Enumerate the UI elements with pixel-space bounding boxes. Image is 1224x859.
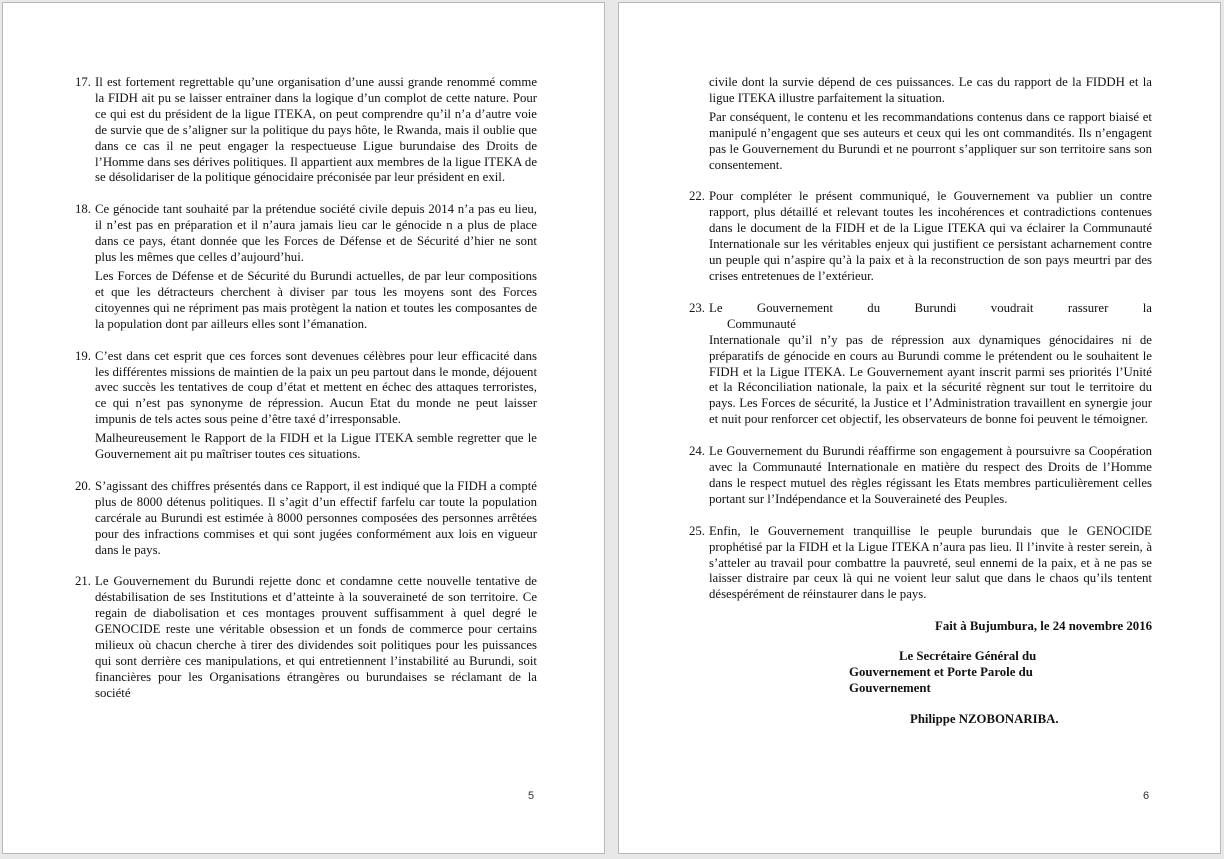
paragraph-17 [75,75,537,186]
signatory-title [849,649,1089,697]
paragraph-text: Ce génocide tant souhaité par la prétendue société civile depuis 2014 n’a pas eu lieu, il n’est pas en préparation et il n’aura jamais lieu car le génocide n a plus de place dans ce pays, étant donnée que les Forces de Défense et de Sécurité d’hier ne sont plus les mêmes que celles d’aujourd’hui. [95,202,537,265]
document-page-6 [618,2,1221,854]
paragraph-18 [75,202,537,332]
heading-word: rassurer [1067,300,1109,315]
paragraph-text: Pour compléter le présent communiqué, le Gouvernement va publier un contre rapport, plus détaillé et relevant toutes les incohérences et contradictions contenues dans le document de la FIDH et de la Ligue ITEKA qui va éclairer la Communauté Internationale sur les véritables enjeux qui justifient ce persistant acharnement contre un peuple qui n’aspire qu’à la paix et à la reconstruction de son pays meurtri par des crises entretenues de l’extérieur. [709,189,1152,283]
paragraph-number: 23. [689,300,705,315]
heading-word: Gouvernement [756,300,833,315]
page-number: 5 [528,790,535,802]
paragraph-text: C’est dans cet esprit que ces forces sont devenues célèbres pour leur efficacité dans les différentes missions de maintien de la paix un peu partout dans le monde, déjouent avec succès les tentatives de coup d’état et mettent en échec des attaques terroristes, ce qui n’est pas synonyme de répression. Aucun Etat du monde ne peut laisser impunis de tels actes sous peine d’être taxé d’irresponsable. [95,348,537,427]
paragraph-number: 17. [75,75,91,89]
heading-word: la [1142,300,1152,315]
heading-word: du [867,300,881,315]
heading-word: Communauté [727,316,796,331]
paragraph-19 [75,349,537,463]
paragraph-text: Il est fortement regrettable qu’une organisation d’une aussi grande renommé comme la FIDH ait pu se laisser entrainer dans la logique d’un complot de cette nature. Pour ce qui est du président de la ligue ITEKA, on peut comprendre qu’il n’a d’autre voie de survie que de s’aligner sur la politique du pays hôte, le Rwanda, mais il oublie que dans ce cas il ne peut engager la respectueuse Ligue burundaise des Droits de l’Homme dans ses dérives politiques. Il appartient aux membres de la ligue ITEKA de se désolidariser de la politique génocidaire préconisée par leur président en exil. [95,75,537,185]
paragraph-number: 18. [75,202,91,217]
paragraph-text: Enfin, le Gouvernement tranquillise le peuple burundais que le GENOCIDE prophétisé par la FIDH et la Ligue ITEKA n’aura pas lieu. Il l’invite à rester serein, à s’atteler au travail pour combattre la pauvreté, seul ennemi de la paix, et à ne pas se laisser distraire par ceux là qui ne voient leur salut que dans le chaos qu’ils tentent désespérément de réinstaurer dans le pays. [709,523,1152,602]
paragraph-text: Le Gouvernement du Burundi réaffirme son engagement à poursuivre sa Coopération avec la Communauté Internationale en matière du respect des Droits de l’Homme dans le respect mutuel des règles régissant les Etats membres particulièrement celles portant sur l’Indépendance et la Souveraineté des Peuples. [709,444,1152,506]
paragraph-24 [689,444,1152,508]
signatory-name: Philippe NZOBONARIBA. [910,711,1059,726]
signatory-title-line: Le Secrétaire Général du [899,649,1037,664]
paragraph-number: 21. [75,574,91,589]
paragraph-number: 22. [689,189,705,204]
paragraph-22 [689,189,1152,284]
paragraph-text: Internationale qu’il n’y pas de répression aux dynamiques génocidaires ni de préparatifs de génocide en cours au Burundi comme le prétendent ou le souhaitent le FIDH et la Ligue ITEKA. Le Gouvernement ayant inscrit parmi ses priorités l’Unité et la Réconciliation nationale, la paix et la sécurité règnent sur tout le territoire du pays. Les Forces de sécurité, la Justice et l’Administration travaillent en synergie jour et nuit pour renforcer cet objectif, les observateurs de bonne foi peuvent le témoigner. [709,332,1152,427]
paragraph-text: Le Gouvernement du Burundi rejette donc et condamne cette nouvelle tentative de déstabilisation de ses Institutions et d’atteinte à la souveraineté de son territoire. Ce regain de diabolisation et ces montages prouvent suffisamment à quel degré le GENOCIDE reste une véritable obsession et un fonds de commerce pour certains milieux où chacun cherche à tirer des dividendes soit politiques pour les puissances qui sont derrière ces manipulations, et qui entretiennent l’instabilité au Burundi, soit financières pour les Organisations étrangères ou burundaises se réclamant de la société [95,574,537,700]
paragraph-text: S’agissant des chiffres présentés dans ce Rapport, il est indiqué que la FIDH a compté plus de 8000 détenus politiques. Il s’agit d’un effectif farfelu car toute la population carcérale au Burundi est estimée à 8000 personnes composées des personnes arrêtées pour des infractions commises et qui sont jugées conformément aux lois en vigueur dans le pays. [95,478,537,557]
document-page-5 [2,2,605,854]
signatory-title-line: Gouvernement [849,681,931,695]
signature-date: Fait à Bujumbura, le 24 novembre 2016 [935,619,1152,634]
heading-word: voudrait [990,300,1034,315]
paragraph-text: Les Forces de Défense et de Sécurité du Burundi actuelles, de par leur compositions et que les détracteurs cherchent à diviser par tous les moyens sont des Forces citoyennes qui ne répriment pas mais protègent la nation et toutes les composantes de la population dont par ailleurs elles sont l’émanation. [95,268,537,331]
page-number: 6 [1143,790,1150,802]
paragraph-text: Par conséquent, le contenu et les recommandations contenus dans ce rapport biaisé et manipulé n’engagent que ses auteurs et ceux qui les ont commandités. Ils n’engagent pas le Gouvernement du Burundi et ne pourront s’appliquer sur son territoire sans son consentement. [709,109,1152,172]
paragraph-text: civile dont la survie dépend de ces puissances. Le cas du rapport de la FIDDH et la ligue ITEKA illustre parfaitement la situation. [709,75,1152,105]
paragraph-number: 20. [75,478,91,493]
paragraph-23 [689,301,1152,428]
heading-word: Le [709,300,723,315]
paragraph-number: 24. [689,444,705,459]
paragraph-25 [689,524,1152,604]
paragraph-21-continuation [689,75,1152,173]
paragraph-number: 19. [75,348,91,363]
paragraph-number: 25. [689,523,705,538]
paragraph-20 [75,479,537,559]
paragraph-21 [75,574,537,701]
heading-word: Burundi [914,300,957,315]
signatory-title-line: Gouvernement et Porte Parole du [849,665,1033,680]
page-5-body [75,75,537,718]
paragraph-text: Malheureusement le Rapport de la FIDH et la Ligue ITEKA semble regretter que le Gouvernement ait pu maîtriser toutes ces situations. [95,431,537,462]
paragraph-heading-line [709,301,1152,317]
page-6-body [689,75,1152,728]
